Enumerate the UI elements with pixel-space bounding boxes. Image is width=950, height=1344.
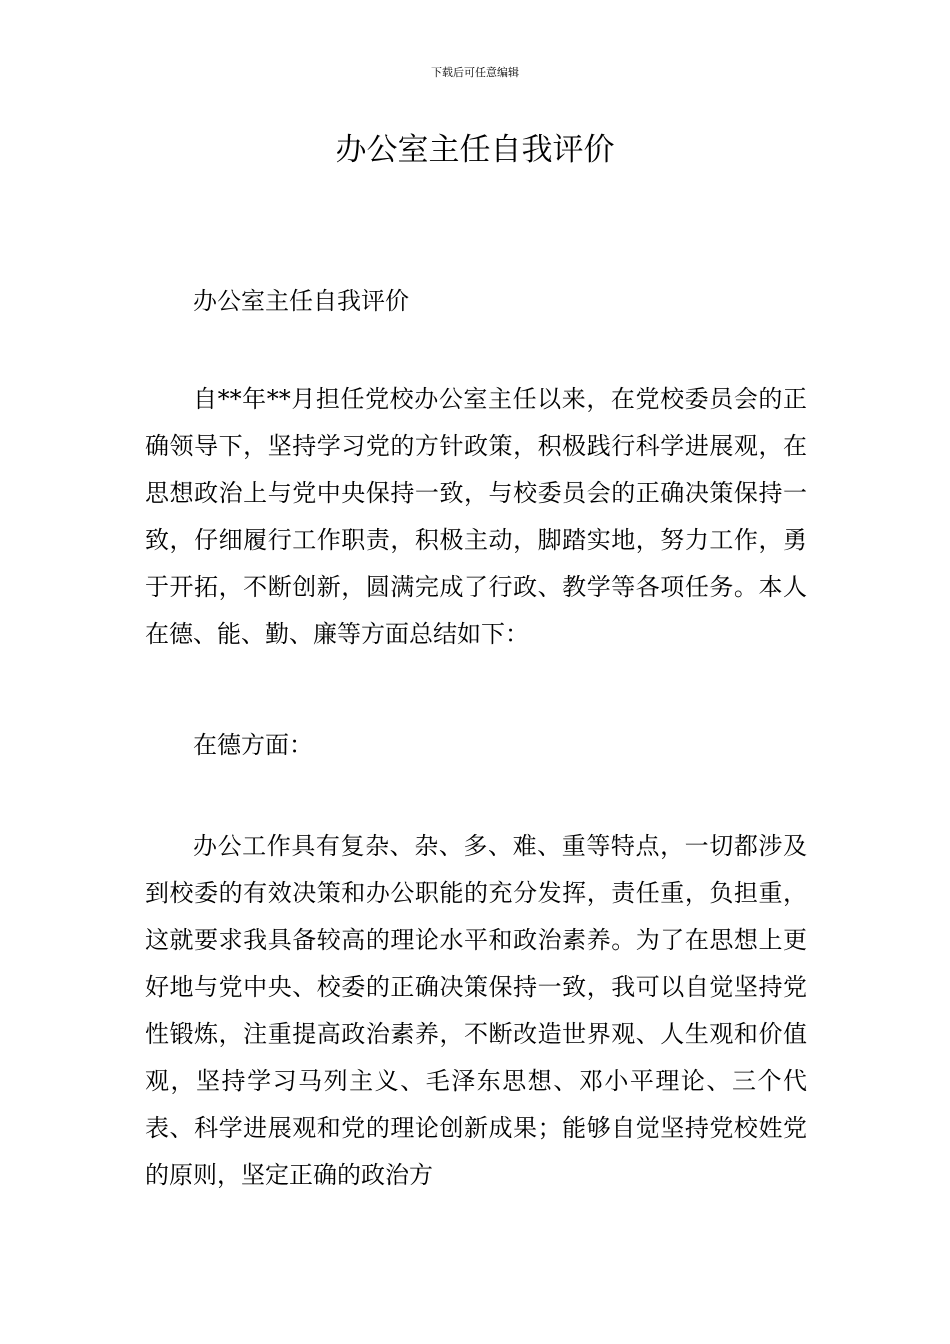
body-paragraph: 办公工作具有复杂、杂、多、难、重等特点，一切都涉及到校委的有效决策和办公职能的充分发挥，责任重，负担重，这就要求我具备较高的理论水平和政治素养。为了在思想上更好地与党中央、校委的正确决策保持一致，我可以自觉坚持党性锻炼，注重提高政治素养，不断改造世界观、人生观和价值观，坚持学习马列主义、毛泽东思想、邓小平理论、三个代表、科学进展观和党的理论创新成果；能够自觉坚持党校姓党的原则，坚定正确的政治方: [145, 832, 807, 1189]
intro-paragraph: 自**年**月担任党校办公室主任以来，在党校委员会的正确领导下，坚持学习党的方针政策，积极践行科学进展观，在思想政治上与党中央保持一致，与校委员会的正确决策保持一致，仔细履行工作职责，积极主动，脚踏实地，努力工作，勇于开拓，不断创新，圆满完成了行政、教学等各项任务。本人在德、能、勤、廉等方面总结如下：: [145, 385, 807, 648]
header-note: 下载后可任意编辑: [431, 66, 519, 79]
document-title: 办公室主任自我评价: [335, 132, 615, 168]
section-heading: 在德方面：: [193, 731, 313, 759]
subtitle-paragraph: 办公室主任自我评价: [193, 287, 409, 315]
